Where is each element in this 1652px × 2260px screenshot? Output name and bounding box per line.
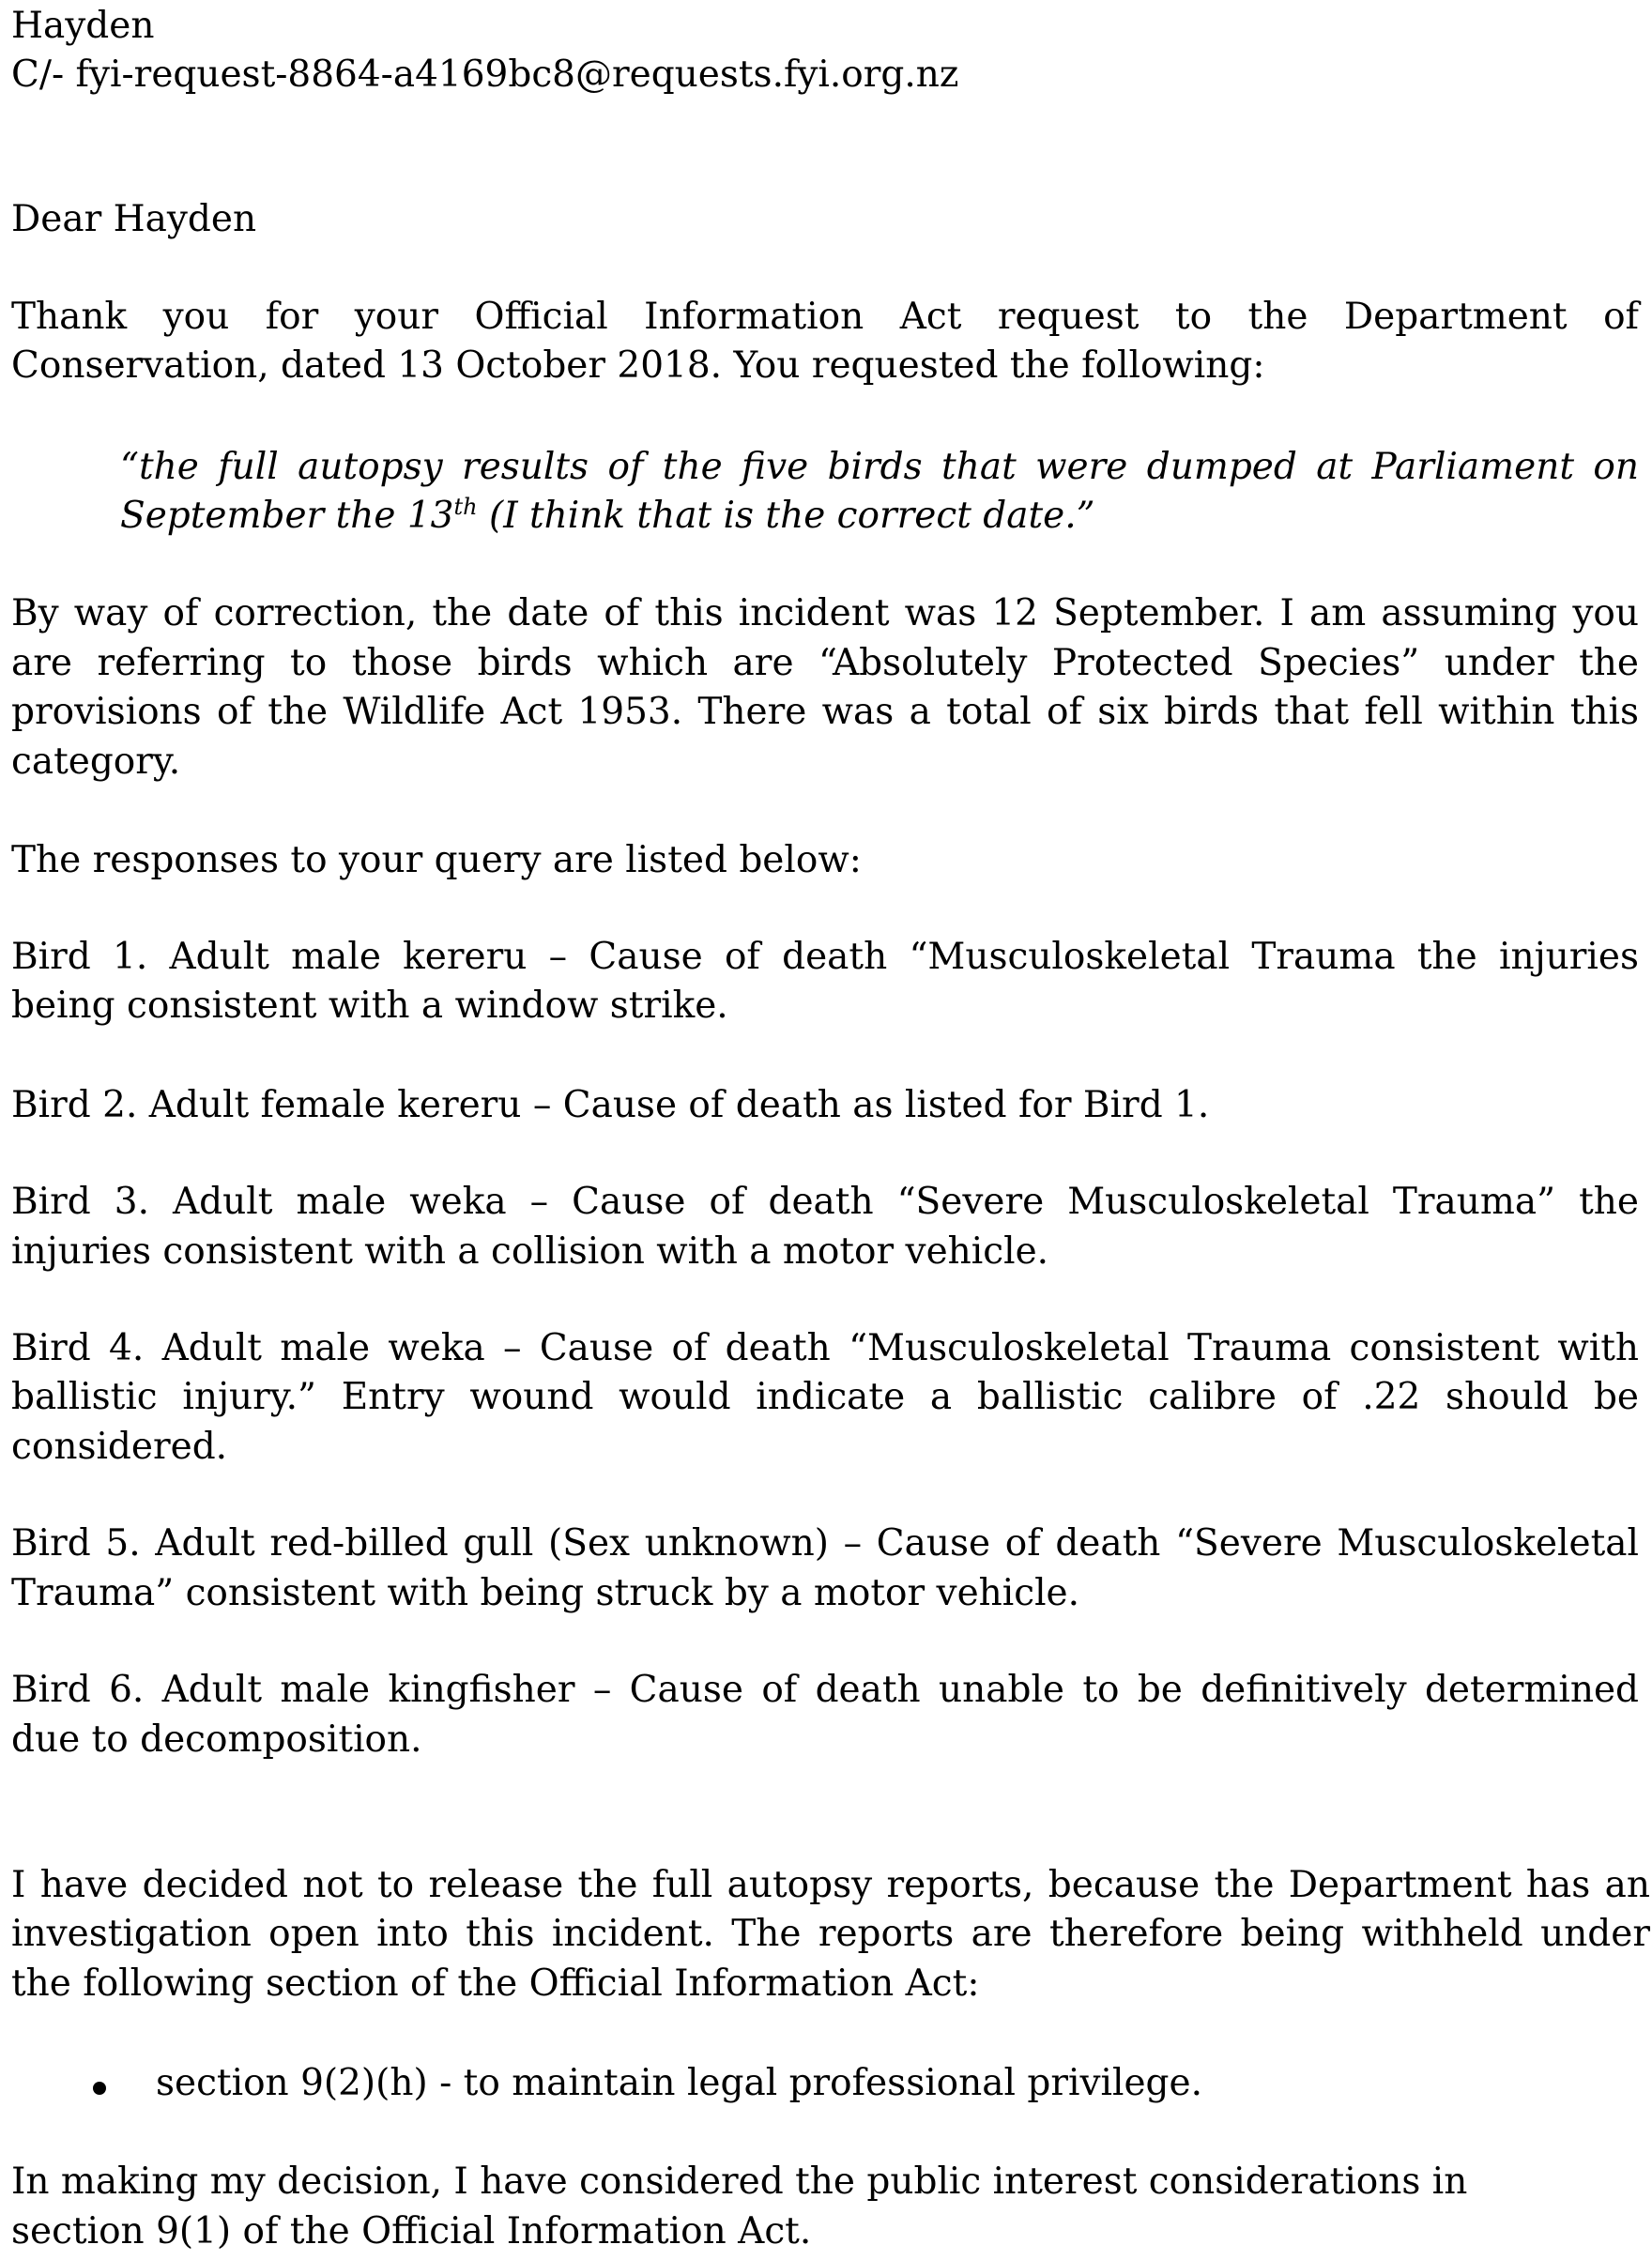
quote-line-1: “the full autopsy results of the five birds that were dumped at Parliament on [120,446,1639,488]
decision-line-3: the following section of the Official Information Act: [11,1962,980,2005]
quote-line-2 [120,494,1095,539]
bird-6-line-1: Bird 6. Adult male kingfisher – Cause of death unable to be definitively determined [11,1669,1639,1711]
intro-line-2: Conservation, dated 13 October 2018. You requested the following: [11,344,1265,387]
decision-line-2: investigation open into this incident. The reports are therefore being withheld under [11,1913,1650,1955]
correction-line-1: By way of correction, the date of this incident was 12 September. I am assuming you [11,592,1639,634]
correction-line-4: category. [11,741,181,783]
quote-superscript: th [453,494,478,520]
bird-6-line-2: due to decomposition. [11,1718,422,1761]
bird-5-line-1: Bird 5. Adult red-billed gull (Sex unknown) – Cause of death “Severe Musculoskeletal [11,1522,1639,1565]
correction-line-2: are referring to those birds which are “Absolutely Protected Species” under the [11,642,1639,684]
intro-line-1: Thank you for your Official Information Act request to the Department of [11,296,1639,338]
bird-3-line-1: Bird 3. Adult male weka – Cause of death “Severe Musculoskeletal Trauma” the [11,1181,1639,1223]
quote-line-2-suffix: (I think that is the correct date.” [477,495,1095,537]
bullet-dot-icon [93,2082,106,2095]
bullet-text: section 9(2)(h) - to maintain legal professional privilege. [156,2062,1202,2104]
bird-4-line-2: ballistic injury.” Entry wound would indicate a ballistic calibre of .22 should be [11,1376,1639,1418]
decision-line-1: I have decided not to release the full autopsy reports, because the Department has an [11,1864,1650,1906]
correction-line-3: provisions of the Wildlife Act 1953. There was a total of six birds that fell within this [11,691,1639,733]
recipient-name: Hayden [11,5,155,47]
bird-1-line-1: Bird 1. Adult male kereru – Cause of death “Musculoskeletal Trauma the injuries [11,936,1639,978]
responses-intro: The responses to your query are listed below: [11,839,862,881]
quote-line-2-prefix: September the 13 [120,495,454,537]
salutation: Dear Hayden [11,198,257,240]
bird-4-line-1: Bird 4. Adult male weka – Cause of death “Musculoskeletal Trauma consistent with [11,1327,1639,1369]
recipient-email: C/- fyi-request-8864-a4169bc8@requests.fyi.org.nz [11,53,959,96]
public-interest-line-1: In making my decision, I have considered the public interest considerations in [11,2161,1468,2203]
bird-5-line-2: Trauma” consistent with being struck by a motor vehicle. [11,1572,1080,1614]
public-interest-line-2: section 9(1) of the Official Information Act. [11,2210,812,2252]
bird-4-line-3: considered. [11,1426,228,1468]
bird-3-line-2: injuries consistent with a collision with a motor vehicle. [11,1230,1049,1273]
bird-2-line-1: Bird 2. Adult female kereru – Cause of death as listed for Bird 1. [11,1084,1210,1126]
bird-1-line-2: being consistent with a window strike. [11,985,728,1027]
